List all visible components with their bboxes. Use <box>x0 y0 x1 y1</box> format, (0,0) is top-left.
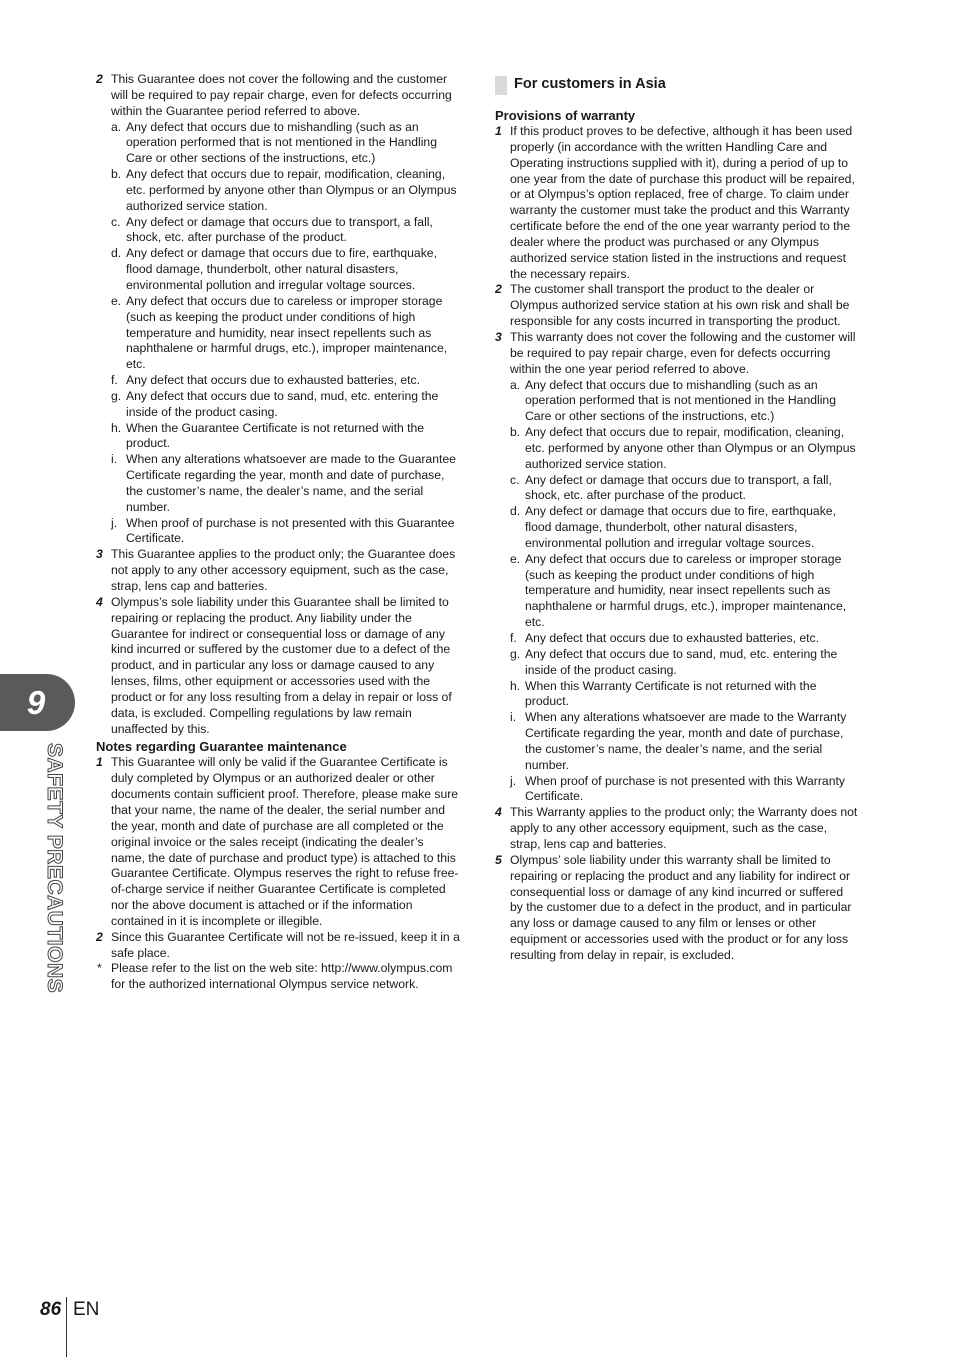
sub-letter: h. <box>510 678 521 693</box>
footer-divider <box>66 1297 67 1357</box>
sub-letter: e. <box>510 551 521 566</box>
warranty-item-3 <box>495 330 859 378</box>
sub-text: When proof of purchase is not presented with this Warranty Certificate. <box>525 773 845 804</box>
sub-letter: i. <box>510 710 517 725</box>
item-number: 3 <box>495 329 502 344</box>
exclusion-i <box>495 710 859 773</box>
item-text: This Guarantee does not cover the following and the customer will be required to pay repair charge, even for defects occurring within the Guarantee period referred to above. <box>111 72 452 118</box>
section-marker <box>495 76 507 95</box>
item-number: 2 <box>495 282 502 297</box>
sub-text: When any alterations whatsoever are made to the Warranty Certificate regarding the year, month and date of purchase, the customer’s name, the dealer’s name, and the serial number. <box>525 710 847 772</box>
notes-heading: Notes regarding Guarantee maintenance <box>96 739 347 755</box>
exclusion-a <box>495 378 859 426</box>
sub-letter: b. <box>510 425 521 440</box>
item-number: 5 <box>495 852 502 867</box>
guarantee-item-2 <box>96 72 460 120</box>
exclusion-f <box>96 373 460 389</box>
item-number: 4 <box>495 805 502 820</box>
item-text: This Guarantee applies to the product only; the Guarantee does not apply to any other accessory equipment, such as the case, strap, lens cap and batteries. <box>111 547 456 593</box>
item-text: Olympus’s sole liability under this Guarantee shall be limited to repairing or replacing the product. Any liability under the Guarantee for indirect or consequential loss or damage of any kind incurred or suffered by the customer due to a defect of the product, and in particular any loss or damage caused to any lenses, films, other equipment or accessories used with the product or for any loss resulting from a delay in repair or loss of data, is excluded. Compelling regulations by law remain unaffected by this. <box>111 594 452 736</box>
item-text: Since this Guarantee Certificate will not be re-issued, keep it in a safe place. <box>111 929 460 960</box>
sub-text: Any defect that occurs due to sand, mud, etc. entering the inside of the product casing. <box>525 646 838 677</box>
sub-text: When proof of purchase is not presented with this Guarantee Certificate. <box>126 515 455 546</box>
exclusion-e <box>96 294 460 373</box>
exclusion-g <box>495 647 859 679</box>
sub-letter: f. <box>510 631 517 645</box>
page-number: 86 <box>40 1299 62 1320</box>
sub-letter: j. <box>111 515 118 530</box>
item-number: 3 <box>96 547 103 562</box>
sub-text: When any alterations whatsoever are made to the Guarantee Certificate regarding the year, month and date of purchase, the customer’s name, the dealer’s name, and the serial number. <box>126 452 456 514</box>
sub-text: Any defect that occurs due to repair, modification, cleaning, etc. performed by anyone other than Olympus or an Olympus authorized service station. <box>126 167 457 213</box>
item-number: 2 <box>96 929 103 944</box>
guarantee-item-4 <box>96 595 460 738</box>
item-text: This Warranty applies to the product only; the Warranty does not apply to any other accessory equipment, such as the case, strap, lens cap and batteries. <box>510 805 858 851</box>
sub-letter: c. <box>510 472 520 487</box>
sub-text: When the Guarantee Certificate is not returned with the product. <box>126 420 425 451</box>
sub-letter: h. <box>111 420 122 435</box>
sub-text: When this Warranty Certificate is not returned with the product. <box>525 678 817 709</box>
item-text: Please refer to the list on the web site: http://www.olympus.com for the authorized international Olympus service network. <box>111 961 453 992</box>
sub-letter: a. <box>111 119 122 134</box>
sub-text: Any defect or damage that occurs due to transport, a fall, shock, etc. after purchase of the product. <box>525 472 832 503</box>
sub-text: Any defect that occurs due to repair, modification, cleaning, etc. performed by anyone other than Olympus or an Olympus authorized service station. <box>525 425 856 471</box>
exclusion-f <box>495 631 859 647</box>
exclusion-i <box>96 452 460 515</box>
note-item-2 <box>96 930 460 962</box>
asterisk-mark: * <box>97 961 102 976</box>
sub-text: Any defect or damage that occurs due to fire, earthquake, flood damage, thunderbolt, other natural disasters, environmental pollution and irregular voltage sources. <box>525 504 836 550</box>
warranty-item-5 <box>495 853 859 964</box>
chapter-number: 9 <box>26 683 46 721</box>
provisions-heading: Provisions of warranty <box>495 108 636 123</box>
section-title <box>495 74 859 96</box>
right-column <box>495 72 859 964</box>
left-column <box>96 72 460 993</box>
chapter-tab <box>0 674 75 731</box>
exclusion-h <box>495 679 859 711</box>
sub-text: Any defect that occurs due to exhausted batteries, etc. <box>126 373 421 388</box>
exclusion-d <box>495 504 859 552</box>
warranty-item-4 <box>495 805 859 853</box>
sub-letter: b. <box>111 167 122 182</box>
sub-text: Any defect that occurs due to exhausted batteries, etc. <box>525 631 820 645</box>
sub-letter: d. <box>111 246 122 261</box>
item-text: The customer shall transport the product to the dealer or Olympus authorized service station at his own risk and shall be responsible for any costs incurred in transporting the product. <box>510 282 850 329</box>
item-number: 1 <box>495 124 502 138</box>
guarantee-item-3 <box>96 547 460 595</box>
item-number: 1 <box>96 755 103 770</box>
item-text: Olympus’ sole liability under this warranty shall be limited to repairing or replacing the product and any liability for indirect or consequential loss or damage of any kind incurred or suffered by the customer due to a defect in the product, and in particular any loss or damage caused to any film or lenses or other equipment or accessories used with the product or for any loss resulting from delay in repair, is excluded. <box>510 852 852 962</box>
section-title-text: For customers in Asia <box>514 76 666 93</box>
exclusion-e <box>495 552 859 631</box>
exclusion-c <box>96 215 460 247</box>
item-text: If this product proves to be defective, although it has been used properly (in accordance with the written Handling Care and Operating instructions supplied with it), during a period of up to one year from the date of purchase this product will be repaired, or at Olympus’s option replaced, free of charge. To claim under warranty the customer must take the product and this Warranty certificate before the end of the one year warranty period to the dealer where the product was purchased or any Olympus authorized service station listed in the instructions and request the necessary repairs. <box>510 124 855 281</box>
exclusion-j <box>96 516 460 548</box>
sub-text: Any defect that occurs due to mishandling (such as an operation performed that is not mentioned in the Handling Care or other sections of the instructions, etc.) <box>126 119 437 166</box>
warranty-item-2 <box>495 282 859 330</box>
item-text: This Guarantee will only be valid if the Guarantee Certificate is duly completed by Olympus or an authorized dealer or other documents contain sufficient proof. Therefore, please make sure that your name, the name of the dealer, the serial number and the year, month and date of purchase are all completed or the original invoice or the sales receipt (indicating the dealer’s name, the date of purchase and product type) is attached to this Guarantee Certificate. Olympus reserves the right to refuse free-of-charge service if neither Guarantee Certificate is completed nor the above document is attached or if the information contained in it is incomplete or illegible. <box>111 755 459 928</box>
sub-letter: c. <box>111 214 121 229</box>
page-language: EN <box>73 1299 100 1320</box>
sub-letter: f. <box>111 373 118 388</box>
chapter-title: SAFETY PRECAUTIONS <box>43 743 66 994</box>
warranty-item-1 <box>495 124 859 282</box>
sub-text: Any defect that occurs due to sand, mud, etc. entering the inside of the product casing. <box>126 388 439 419</box>
item-number: 4 <box>96 594 103 609</box>
sub-letter: g. <box>510 646 521 661</box>
sub-text: Any defect that occurs due to careless or improper storage (such as keeping the product under conditions of high temperature and humidity, near insect repellents such as naphthalene or harmful drugs, etc.), improper maintenance, etc. <box>525 551 847 630</box>
item-text: This warranty does not cover the following and the customer will be required to pay repair charge, even for defects occurring within the one year period referred to above. <box>510 329 856 376</box>
sub-letter: d. <box>510 504 521 519</box>
sub-letter: i. <box>111 452 118 467</box>
sub-text: Any defect that occurs due to careless or improper storage (such as keeping the product under conditions of high temperature and humidity, near insect repellents such as naphthalene or harmful drugs, etc.), improper maintenance, etc. <box>126 293 448 372</box>
sub-letter: e. <box>111 293 122 308</box>
exclusion-b <box>96 167 460 215</box>
item-number: 2 <box>96 72 103 86</box>
sub-text: Any defect that occurs due to mishandling (such as an operation performed that is not mentioned in the Handling Care or other sections of the instructions, etc.) <box>525 377 836 424</box>
exclusion-a <box>96 120 460 168</box>
sub-text: Any defect or damage that occurs due to transport, a fall, shock, etc. after purchase of the product. <box>126 214 433 245</box>
exclusion-b <box>495 425 859 473</box>
exclusion-h <box>96 421 460 453</box>
exclusion-c <box>495 473 859 505</box>
sub-letter: g. <box>111 388 122 403</box>
sub-text: Any defect or damage that occurs due to fire, earthquake, flood damage, thunderbolt, other natural disasters, environmental pollution and irregular voltage sources. <box>126 246 437 292</box>
sub-letter: j. <box>510 773 517 788</box>
exclusion-j <box>495 774 859 806</box>
note-item-1 <box>96 755 460 929</box>
note-asterisk <box>96 961 460 993</box>
sub-letter: a. <box>510 377 521 392</box>
exclusion-d <box>96 246 460 294</box>
exclusion-g <box>96 389 460 421</box>
